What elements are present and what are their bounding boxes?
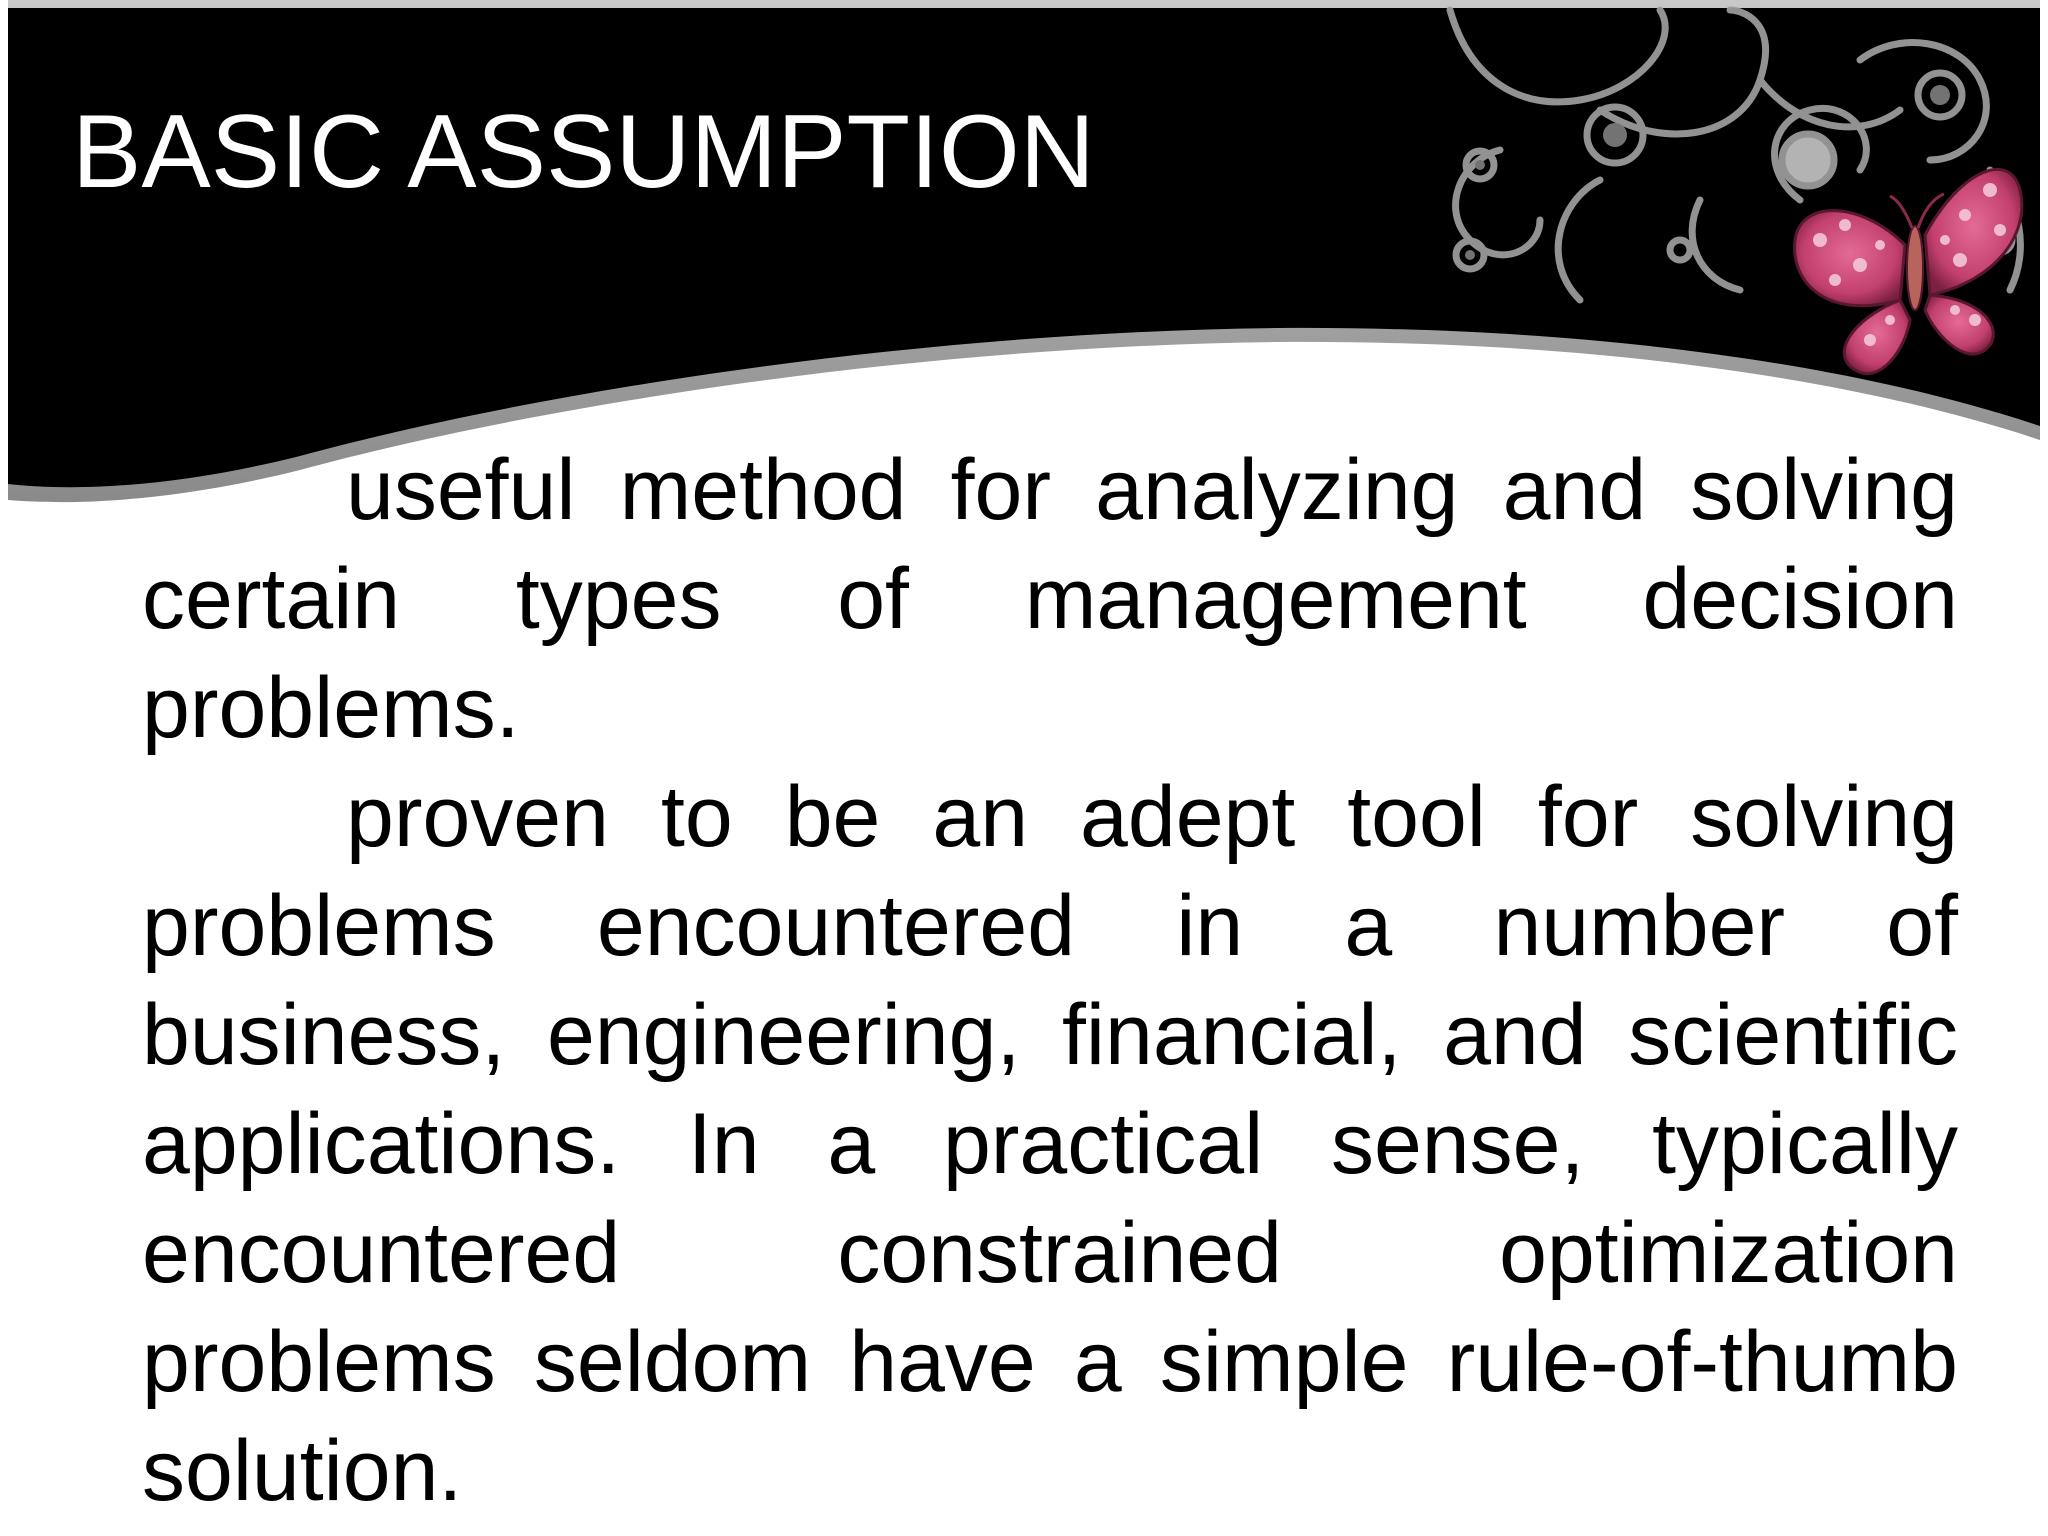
slide-body	[142, 436, 1958, 1526]
body-paragraph-1: useful method for analyzing and solving certain types of management decision problems.	[142, 442, 1958, 756]
body-paragraph-2: proven to be an adept tool for solving problems encountered in a number of business, engineering, financial, and scientific applications. In a practical sense, typically encountered constrained optimization problems seldom have a simple rule-of-thumb solution.	[142, 769, 1958, 1519]
slide-title: BASIC ASSUMPTION	[72, 94, 1095, 210]
header-black-band	[8, 8, 2040, 487]
